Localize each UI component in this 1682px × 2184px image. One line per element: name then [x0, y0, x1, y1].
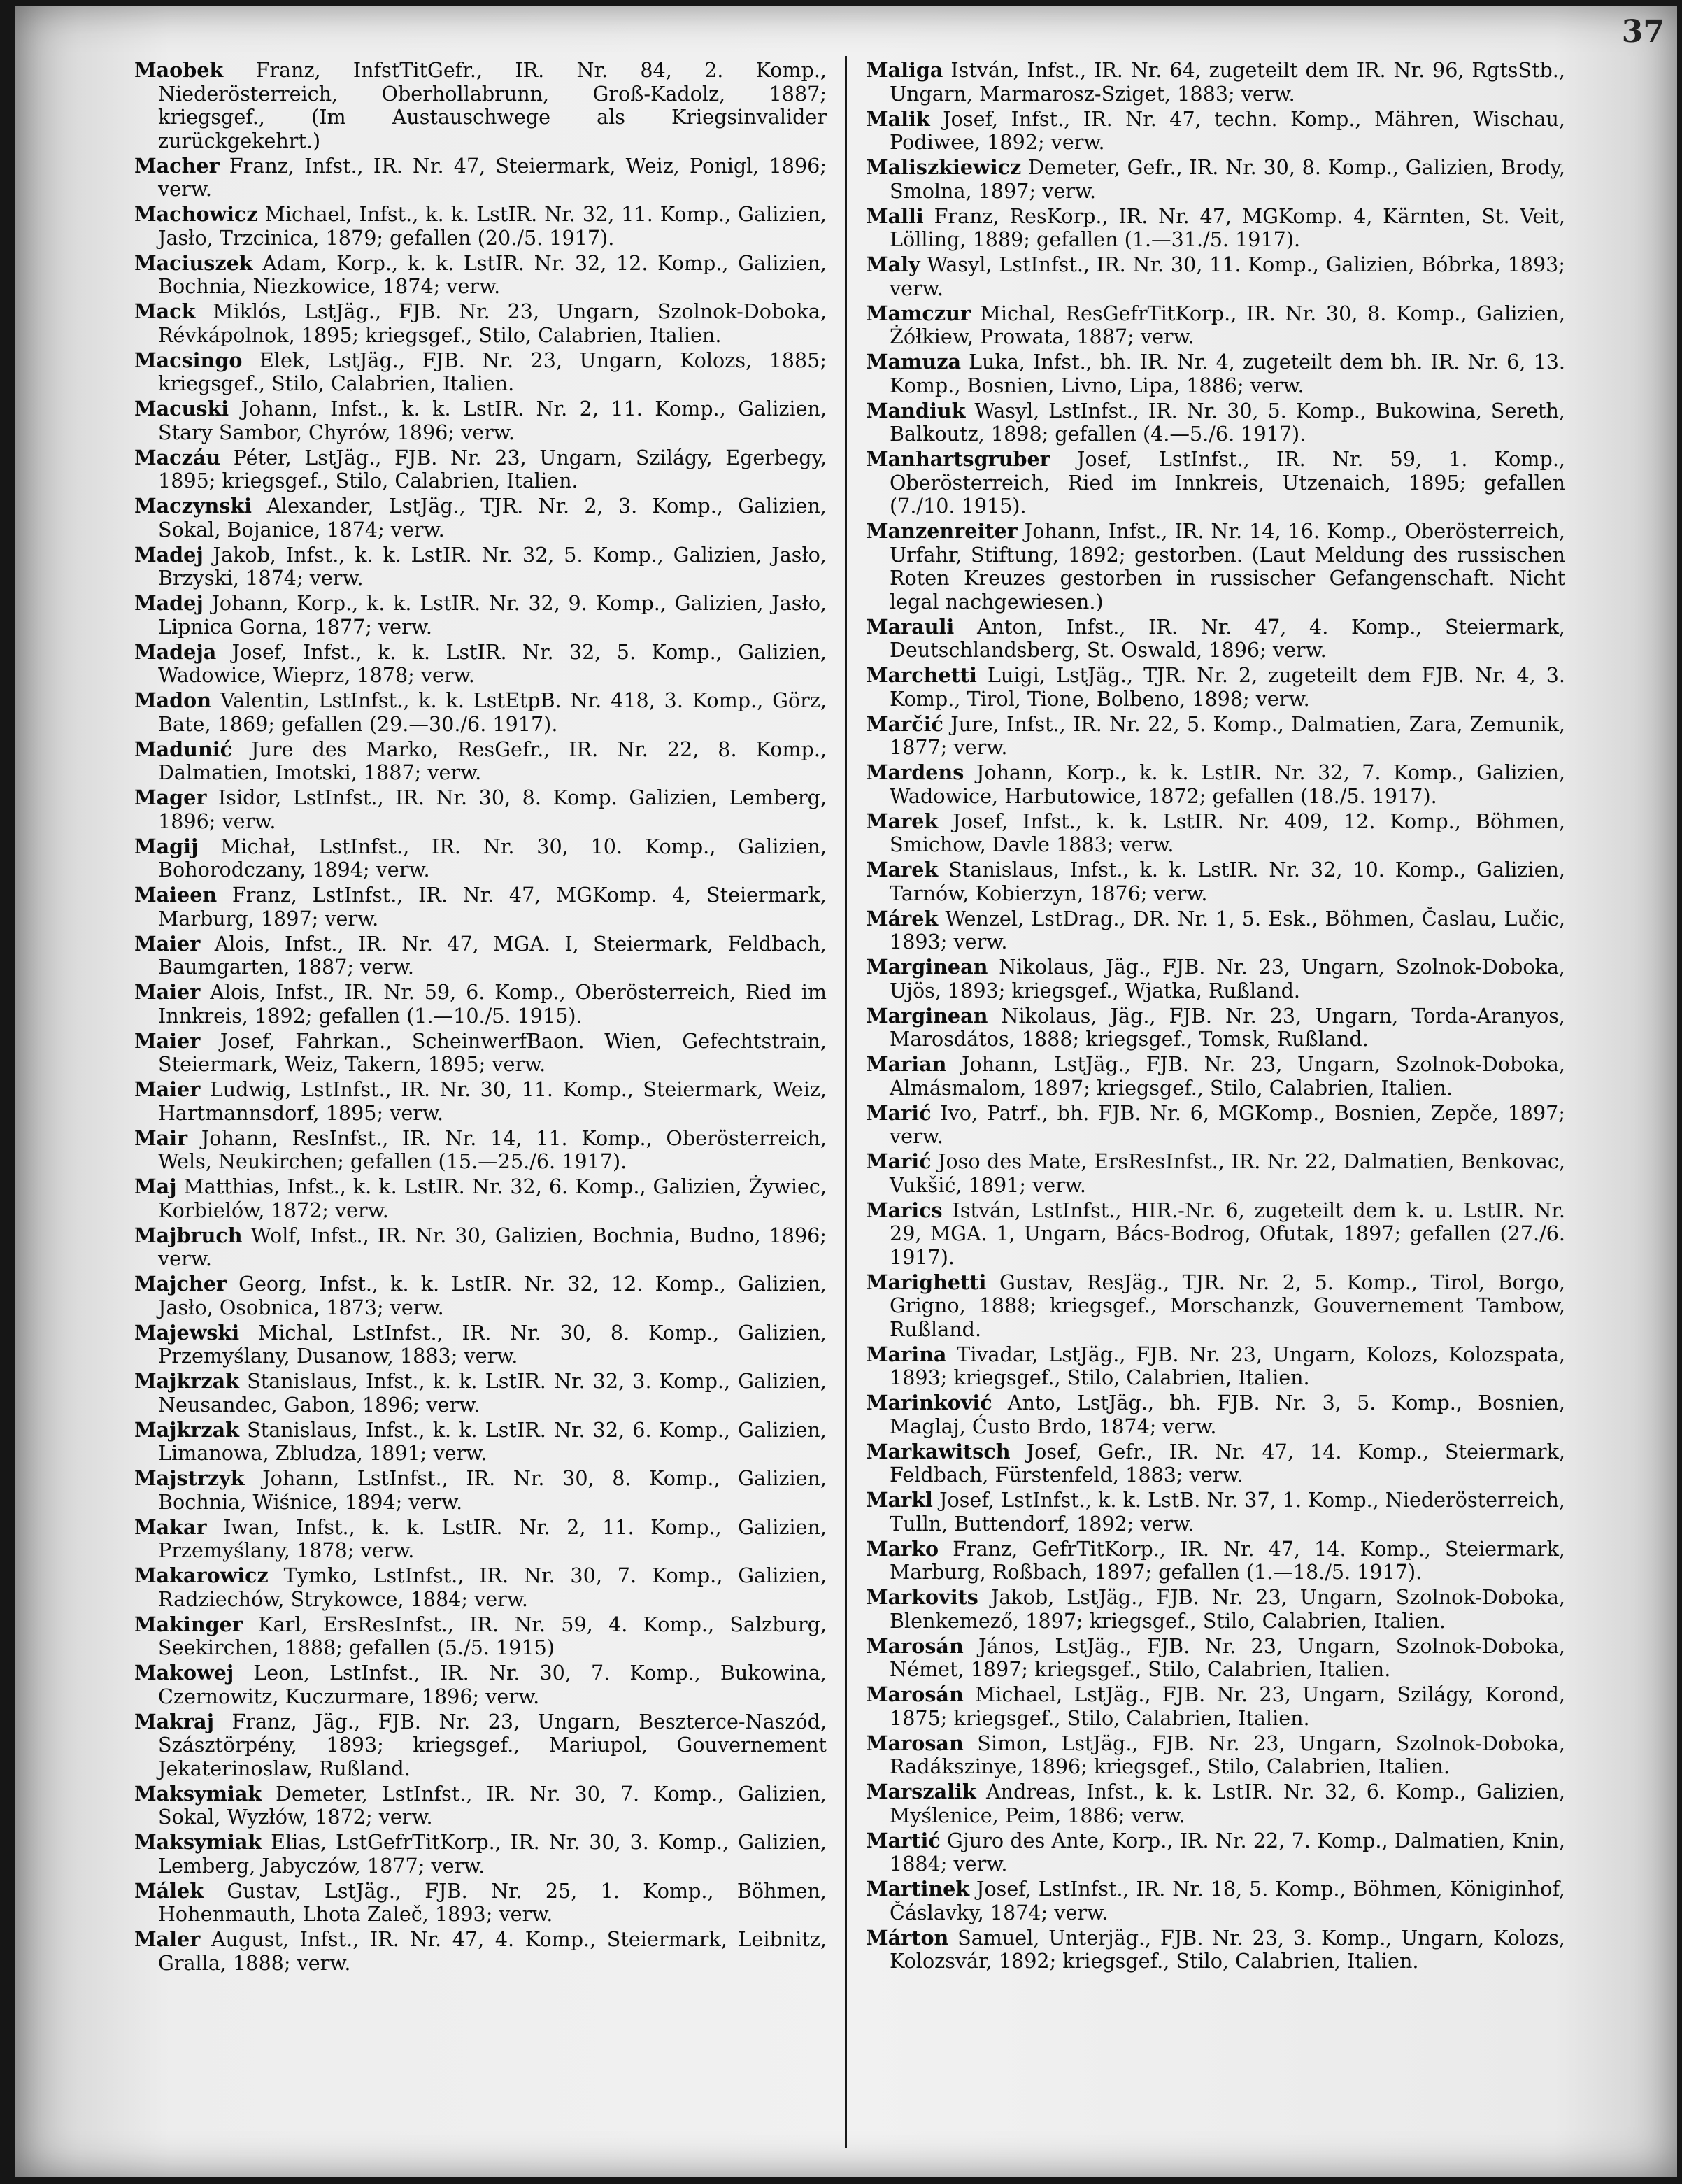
entry-details: Miklós, LstJäg., FJB. Nr. 23, Ungarn, Szolnok-Doboka, Révkápolnok, 1895; kriegsgef., Stilo, Calabrien, Italien.	[158, 299, 827, 347]
entry-details: Gustav, ResJäg., TJR. Nr. 2, 5. Komp., Tirol, Borgo, Grigno, 1888; kriegsgef., Morschanzk, Gouvernement Tambow, Rußland.	[890, 1270, 1565, 1341]
entry-surname: Madej	[134, 591, 204, 615]
register-entry	[134, 1224, 827, 1271]
register-entry	[134, 1127, 827, 1174]
entry-surname: Mamczur	[866, 301, 971, 325]
entry-details: Jure, Infst., IR. Nr. 22, 5. Komp., Dalmatien, Zara, Zemunik, 1877; verw.	[890, 711, 1565, 759]
entry-details: Josef, LstInfst., IR. Nr. 59, 1. Komp., Oberösterreich, Ried im Innkreis, Utzenaich, 1895; gefallen (7./10. 1915).	[890, 447, 1565, 518]
register-entry	[866, 253, 1565, 300]
entry-surname: Majkrzak	[134, 1369, 239, 1393]
register-entry	[134, 203, 827, 250]
register-entry	[134, 1078, 827, 1125]
entry-surname: Madeja	[134, 639, 217, 664]
entry-surname: Manhartsgruber	[866, 447, 1050, 471]
entry-details: Leon, LstInfst., IR. Nr. 30, 7. Komp., Bukowina, Czernowitz, Kuczurmare, 1896; verw.	[158, 1661, 827, 1708]
entry-details: Jure des Marko, ResGefr., IR. Nr. 22, 8. Komp., Dalmatien, Imotski, 1887; verw.	[158, 737, 827, 784]
register-entry	[866, 713, 1565, 760]
entry-details: Stanislaus, Infst., k. k. LstIR. Nr. 32, 3. Komp., Galizien, Neusandec, Gabon, 1896; verw.	[158, 1369, 827, 1417]
entry-details: Andreas, Infst., k. k. LstIR. Nr. 32, 6. Komp., Galizien, Myślenice, Peim, 1886; verw.	[890, 1780, 1565, 1827]
register-entry	[866, 1489, 1565, 1536]
column-divider	[845, 56, 847, 2148]
register-entry	[866, 956, 1565, 1002]
register-entry	[134, 252, 827, 299]
entry-surname: Maler	[134, 1927, 201, 1951]
entry-surname: Marosan	[866, 1731, 964, 1755]
entry-details: Luigi, LstJäg., TJR. Nr. 2, zugeteilt dem FJB. Nr. 4, 3. Komp., Tirol, Tione, Bolbeno, 1898; verw.	[890, 663, 1565, 711]
entry-details: Anton, Infst., IR. Nr. 47, 4. Komp., Steiermark, Deutschlandsberg, St. Oswald, 1896; verw.	[890, 614, 1565, 662]
entry-surname: Marko	[866, 1536, 939, 1561]
entry-surname: Maier	[134, 931, 201, 956]
register-entry	[866, 520, 1565, 614]
entry-surname: Madunić	[134, 737, 233, 761]
entry-details: Luka, Infst., bh. IR. Nr. 4, zugeteilt dem bh. IR. Nr. 6, 13. Komp., Bosnien, Livno, Lipa, 1886; verw.	[890, 350, 1565, 397]
entry-details: Franz, InfstTitGefr., IR. Nr. 84, 2. Komp., Niederösterreich, Oberhollabrunn, Groß-Kadolz, 1887; kriegsgef., (Im Austauschwege als Kriegsinvalider zurückgekehrt.)	[158, 59, 827, 153]
entry-surname: Maj	[134, 1175, 177, 1198]
entry-surname: Marić	[866, 1149, 932, 1173]
register-entry	[866, 1150, 1565, 1197]
entry-details: August, Infst., IR. Nr. 47, 4. Komp., Steiermark, Leibnitz, Gralla, 1888; verw.	[158, 1927, 827, 1975]
register-entry	[134, 544, 827, 590]
register-entry	[134, 981, 827, 1028]
entry-surname: Maciuszek	[134, 250, 253, 275]
entry-details: Michael, LstJäg., FJB. Nr. 23, Ungarn, Szilágy, Korond, 1875; kriegsgef., Stilo, Calabrien, Italien.	[890, 1682, 1565, 1730]
register-entry	[134, 1661, 827, 1708]
left-column	[134, 59, 827, 2150]
entry-surname: Marek	[866, 858, 939, 881]
register-entry	[134, 1419, 827, 1466]
register-entry	[134, 689, 827, 736]
register-entry	[134, 1880, 827, 1927]
entry-details: Elek, LstJäg., FJB. Nr. 23, Ungarn, Kolozs, 1885; kriegsgef., Stilo, Calabrien, Italien.	[158, 348, 827, 395]
entry-details: Jakob, Infst., k. k. LstIR. Nr. 32, 5. Komp., Galizien, Jasło, Brzyski, 1874; verw.	[158, 542, 827, 590]
entry-details: Jakob, LstJäg., FJB. Nr. 23, Ungarn, Szolnok-Doboka, Blenkemező, 1897; kriegsgef., Stilo, Calabrien, Italien.	[890, 1585, 1565, 1633]
entry-surname: Makarowicz	[134, 1563, 269, 1587]
entry-details: Johann, Infst., k. k. LstIR. Nr. 2, 11. Komp., Galizien, Stary Sambor, Chyrów, 1896; verw.	[158, 397, 827, 444]
entry-surname: Maczáu	[134, 445, 221, 469]
entry-details: Stanislaus, Infst., k. k. LstIR. Nr. 32, 10. Komp., Galizien, Tarnów, Kobierzyn, 1876; verw.	[890, 858, 1565, 905]
entry-details: Gustav, LstJäg., FJB. Nr. 25, 1. Komp., Böhmen, Hohenmauth, Lhota Zaleč, 1893; verw.	[158, 1878, 827, 1926]
register-entry	[866, 1927, 1565, 1973]
entry-details: Iwan, Infst., k. k. LstIR. Nr. 2, 11. Komp., Galizien, Przemyślany, 1878; verw.	[158, 1515, 827, 1562]
entry-surname: Málek	[134, 1878, 204, 1903]
entry-surname: Makar	[134, 1515, 207, 1539]
register-entry	[134, 155, 827, 201]
entry-surname: Manzenreiter	[866, 519, 1018, 543]
entry-surname: Magij	[134, 834, 199, 858]
entry-surname: Makinger	[134, 1612, 243, 1636]
entry-details: Alexander, LstJäg., TJR. Nr. 2, 3. Komp., Galizien, Sokal, Bojanice, 1874; verw.	[158, 494, 827, 541]
entry-surname: Markawitsch	[866, 1439, 1011, 1463]
entry-surname: Márek	[866, 906, 939, 930]
entry-details: Demeter, LstInfst., IR. Nr. 30, 7. Komp., Galizien, Sokal, Wyzłów, 1872; verw.	[158, 1781, 827, 1829]
register-entry	[866, 1199, 1565, 1270]
entry-details: Alois, Infst., IR. Nr. 47, MGA. I, Steiermark, Feldbach, Baumgarten, 1887; verw.	[158, 931, 827, 979]
entry-surname: Majcher	[134, 1272, 227, 1296]
entry-details: Johann, Korp., k. k. LstIR. Nr. 32, 9. Komp., Galizien, Jasło, Lipnica Gorna, 1877; verw.	[158, 591, 827, 639]
entry-surname: Maliszkiewicz	[866, 155, 1022, 179]
entry-surname: Majewski	[134, 1320, 240, 1345]
entry-details: Franz, Infst., IR. Nr. 47, Steiermark, Weiz, Ponigl, 1896; verw.	[158, 153, 827, 201]
entry-details: Demeter, Gefr., IR. Nr. 30, 8. Komp., Galizien, Brody, Smolna, 1897; verw.	[890, 155, 1565, 203]
entry-surname: Marić	[866, 1100, 932, 1125]
entry-surname: Madon	[134, 688, 212, 712]
entry-details: Josef, Infst., IR. Nr. 47, techn. Komp., Mähren, Wischau, Podiwee, 1892; verw.	[890, 106, 1565, 154]
entry-details: Michal, ResGefrTitKorp., IR. Nr. 30, 8. Komp., Galizien, Żółkiew, Prowata, 1887; verw.	[890, 301, 1565, 348]
entry-details: Valentin, LstInfst., k. k. LstEtpB. Nr. 418, 3. Komp., Görz, Bate, 1869; gefallen (29.—30./6. 1917).	[158, 688, 827, 736]
entry-details: Josef, Infst., k. k. LstIR. Nr. 32, 5. Komp., Galizien, Wadowice, Wieprz, 1878; verw.	[158, 639, 827, 687]
register-entry	[134, 300, 827, 347]
entry-surname: Majkrzak	[134, 1417, 239, 1442]
entry-details: Franz, Jäg., FJB. Nr. 23, Ungarn, Beszterce-Naszód, Szásztörpény, 1893; kriegsgef., Mariupol, Gouvernement Jekaterinoslaw, Rußland.	[158, 1709, 827, 1780]
entry-surname: Macuski	[134, 397, 229, 420]
register-entry	[866, 858, 1565, 905]
register-entry	[866, 1053, 1565, 1100]
entry-details: Franz, GefrTitKorp., IR. Nr. 47, 14. Komp., Steiermark, Marburg, Roßbach, 1897; gefallen (1.—18./5. 1917).	[890, 1536, 1565, 1584]
entry-surname: Mandiuk	[866, 398, 966, 423]
entry-details: Adam, Korp., k. k. LstIR. Nr. 32, 12. Komp., Galizien, Bochnia, Niezkowice, 1874; verw.	[158, 250, 827, 298]
entry-details: Péter, LstJäg., FJB. Nr. 23, Ungarn, Szilágy, Egerbegy, 1895; kriegsgef., Stilo, Calabrien, Italien.	[158, 445, 827, 492]
entry-details: Alois, Infst., IR. Nr. 59, 6. Komp., Oberösterreich, Ried im Innkreis, 1892; gefallen (1.—10./5. 1915).	[158, 980, 827, 1028]
entry-details: Ivo, Patrf., bh. FJB. Nr. 6, MGKomp., Bosnien, Zepče, 1897; verw.	[890, 1100, 1565, 1148]
register-entry	[866, 1102, 1565, 1149]
entry-details: Josef, Infst., k. k. LstIR. Nr. 409, 12. Komp., Böhmen, Smichow, Davle 1883; verw.	[890, 809, 1565, 856]
entry-surname: Maobek	[134, 59, 224, 82]
register-entry	[866, 350, 1565, 397]
register-entry	[866, 1440, 1565, 1487]
entry-surname: Maliga	[866, 59, 943, 82]
register-entry	[134, 933, 827, 979]
entry-surname: Marina	[866, 1342, 947, 1366]
entry-details: Isidor, LstInfst., IR. Nr. 30, 8. Komp. Galizien, Lemberg, 1896; verw.	[158, 786, 827, 833]
register-entry	[134, 59, 827, 153]
entry-surname: Maksymiak	[134, 1781, 262, 1806]
entry-details: Wolf, Infst., IR. Nr. 30, Galizien, Bochnia, Budno, 1896; verw.	[158, 1223, 827, 1270]
entry-details: Johann, LstInfst., IR. Nr. 30, 8. Komp., Galizien, Bochnia, Wiśnice, 1894; verw.	[158, 1466, 827, 1514]
entry-surname: Maier	[134, 980, 201, 1004]
entry-surname: Maksymiak	[134, 1830, 262, 1854]
entry-surname: Marosán	[866, 1633, 964, 1658]
entry-details: Michael, Infst., k. k. LstIR. Nr. 32, 11. Komp., Galizien, Jasło, Trzcinica, 1879; gefallen (20./5. 1917).	[158, 202, 827, 250]
register-entry	[866, 1391, 1565, 1438]
entry-surname: Marginean	[866, 1003, 988, 1028]
register-entry	[134, 1175, 827, 1222]
register-entry	[866, 907, 1565, 954]
register-entry	[866, 1829, 1565, 1876]
entry-details: Wenzel, LstDrag., DR. Nr. 1, 5. Esk., Böhmen, Časlau, Lučic, 1893; verw.	[890, 906, 1565, 953]
register-entry	[866, 1343, 1565, 1390]
register-entry	[866, 1878, 1565, 1924]
register-entry	[134, 1272, 827, 1319]
register-entry	[866, 1683, 1565, 1730]
register-entry	[134, 446, 827, 493]
register-entry	[866, 1635, 1565, 1682]
entry-details: Michał, LstInfst., IR. Nr. 30, 10. Komp., Galizien, Bohorodczany, 1894; verw.	[158, 834, 827, 881]
entry-details: Johann, LstJäg., FJB. Nr. 23, Ungarn, Szolnok-Doboka, Almásmalom, 1897; kriegsgef., Stilo, Calabrien, Italien.	[890, 1052, 1565, 1100]
register-entry	[134, 397, 827, 444]
register-entry	[866, 1005, 1565, 1051]
entry-details: Gjuro des Ante, Korp., IR. Nr. 22, 7. Komp., Dalmatien, Knin, 1884; verw.	[890, 1828, 1565, 1875]
entry-details: Nikolaus, Jäg., FJB. Nr. 23, Ungarn, Torda-Aranyos, Marosdátos, 1888; kriegsgef., Tomsk, Rußland.	[890, 1003, 1565, 1051]
entry-surname: Makowej	[134, 1661, 234, 1685]
register-entry	[134, 835, 827, 882]
entry-surname: Mair	[134, 1126, 188, 1150]
entry-surname: Maczynski	[134, 494, 252, 518]
entry-details: Wasyl, LstInfst., IR. Nr. 30, 11. Komp., Galizien, Bóbrka, 1893; verw.	[890, 253, 1565, 300]
entry-details: Wasyl, LstInfst., IR. Nr. 30, 5. Komp., Bukowina, Sereth, Balkoutz, 1898; gefallen (4.—5./6. 1917).	[890, 398, 1565, 446]
entry-surname: Mardens	[866, 760, 964, 784]
entry-details: Ludwig, LstInfst., IR. Nr. 30, 11. Komp., Steiermark, Weiz, Hartmannsdorf, 1895; verw.	[158, 1077, 827, 1125]
entry-details: Johann, Infst., IR. Nr. 14, 16. Komp., Oberösterreich, Urfahr, Stiftung, 1892; gestorben. (Laut Meldung des russischen Roten Kreuzes gestorben in russischer Gefangenschaft. Nicht legal nachgewiesen.)	[890, 519, 1565, 614]
entry-surname: Malik	[866, 106, 930, 131]
entry-surname: Marginean	[866, 955, 988, 979]
entry-surname: Marinković	[866, 1391, 992, 1414]
register-entry	[134, 884, 827, 930]
page-number: 37	[1621, 14, 1665, 50]
register-entry	[134, 495, 827, 541]
entry-details: Johann, Korp., k. k. LstIR. Nr. 32, 7. Komp., Galizien, Wadowice, Harbutowice, 1872; gefallen (18./5. 1917).	[890, 760, 1565, 808]
register-entry	[134, 592, 827, 639]
register-entry	[134, 1030, 827, 1077]
register-entry	[134, 1710, 827, 1781]
entry-surname: Martinek	[866, 1877, 970, 1901]
entry-surname: Majbruch	[134, 1223, 243, 1247]
entry-surname: Mack	[134, 299, 196, 323]
entry-details: Elias, LstGefrTitKorp., IR. Nr. 30, 3. Komp., Galizien, Lemberg, Jabyczów, 1877; verw.	[158, 1830, 827, 1878]
register-entry	[866, 616, 1565, 662]
entry-surname: Marosán	[866, 1682, 964, 1706]
register-entry	[866, 399, 1565, 446]
register-entry	[134, 641, 827, 688]
register-entry	[134, 1467, 827, 1514]
entry-details: Josef, LstInfst., k. k. LstB. Nr. 37, 1. Komp., Niederösterreich, Tulln, Buttendorf, 1892; verw.	[890, 1488, 1565, 1536]
entry-details: Nikolaus, Jäg., FJB. Nr. 23, Ungarn, Szolnok-Doboka, Ujös, 1893; kriegsgef., Wjatka, Rußland.	[890, 955, 1565, 1002]
register-entry	[134, 1928, 827, 1975]
entry-surname: Marauli	[866, 614, 955, 639]
entry-details: Tymko, LstInfst., IR. Nr. 30, 7. Komp., Galizien, Radziechów, Strykowce, 1884; verw.	[158, 1563, 827, 1611]
entry-surname: Marighetti	[866, 1270, 987, 1294]
register-entry	[134, 1564, 827, 1611]
entry-details: Josef, Gefr., IR. Nr. 47, 14. Komp., Steiermark, Feldbach, Fürstenfeld, 1883; verw.	[890, 1439, 1565, 1487]
register-entry	[134, 1782, 827, 1829]
entry-surname: Maier	[134, 1028, 201, 1053]
entry-details: Joso des Mate, ErsResInfst., IR. Nr. 22, Dalmatien, Benkovac, Vukšić, 1891; verw.	[890, 1149, 1565, 1197]
register-entry	[866, 664, 1565, 711]
entry-surname: Marics	[866, 1198, 943, 1222]
entry-details: Karl, ErsResInfst., IR. Nr. 59, 4. Komp., Salzburg, Seekirchen, 1888; gefallen (5./5. 1915)	[158, 1612, 827, 1659]
entry-surname: Márton	[866, 1925, 949, 1950]
entry-surname: Mamuza	[866, 350, 961, 374]
entry-surname: Mager	[134, 786, 207, 809]
entry-surname: Macher	[134, 153, 220, 178]
register-entry	[134, 1613, 827, 1660]
entry-surname: Marek	[866, 809, 939, 833]
entry-details: Tivadar, LstJäg., FJB. Nr. 23, Ungarn, Kolozs, Kolozspata, 1893; kriegsgef., Stilo, Calabrien, Italien.	[890, 1342, 1565, 1389]
entry-surname: Marian	[866, 1052, 947, 1076]
register-entry	[134, 1831, 827, 1878]
entry-surname: Maieen	[134, 883, 218, 907]
register-entry	[866, 302, 1565, 349]
register-entry	[866, 761, 1565, 808]
entry-surname: Marszalik	[866, 1780, 976, 1803]
register-entry	[866, 156, 1565, 203]
entry-surname: Martić	[866, 1828, 941, 1852]
register-entry	[866, 108, 1565, 155]
entry-details: Franz, ResKorp., IR. Nr. 47, MGKomp. 4, Kärnten, St. Veit, Lölling, 1889; gefallen (1.—31./5. 1917).	[890, 204, 1565, 251]
entry-details: Stanislaus, Infst., k. k. LstIR. Nr. 32, 6. Komp., Galizien, Limanowa, Zbludza, 1891; verw.	[158, 1417, 827, 1465]
entry-surname: Macsingo	[134, 348, 243, 372]
entry-details: János, LstJäg., FJB. Nr. 23, Ungarn, Szolnok-Doboka, Német, 1897; kriegsgef., Stilo, Calabrien, Italien.	[890, 1633, 1565, 1681]
entry-surname: Markovits	[866, 1585, 978, 1609]
register-entry	[866, 1538, 1565, 1584]
entry-details: Anto, LstJäg., bh. FJB. Nr. 3, 5. Komp., Bosnien, Maglaj, Ćusto Brdo, 1874; verw.	[890, 1391, 1565, 1438]
register-entry	[866, 810, 1565, 857]
register-entry	[134, 1370, 827, 1417]
entry-details: István, Infst., IR. Nr. 64, zugeteilt dem IR. Nr. 96, RgtsStb., Ungarn, Marmarosz-Sziget, 1883; verw.	[890, 59, 1565, 106]
right-column	[866, 59, 1565, 2150]
entry-details: Franz, LstInfst., IR. Nr. 47, MGKomp. 4, Steiermark, Marburg, 1897; verw.	[158, 883, 827, 930]
register-entry	[134, 349, 827, 396]
entry-surname: Maly	[866, 253, 920, 276]
entry-surname: Machowicz	[134, 202, 258, 226]
entry-surname: Majstrzyk	[134, 1466, 245, 1490]
entry-details: Samuel, Unterjäg., FJB. Nr. 23, 3. Komp., Ungarn, Kolozs, Kolozsvár, 1892; kriegsgef., Stilo, Calabrien, Italien.	[890, 1925, 1565, 1973]
register-entry	[866, 1586, 1565, 1633]
entry-surname: Marchetti	[866, 663, 977, 687]
register-entry	[134, 1516, 827, 1563]
register-entry	[134, 738, 827, 785]
register-entry	[866, 1732, 1565, 1779]
entry-surname: Marčić	[866, 711, 943, 736]
entry-details: István, LstInfst., HIR.-Nr. 6, zugeteilt dem k. u. LstIR. Nr. 29, MGA. 1, Ungarn, Bács-Bodrog, Ofutak, 1897; gefallen (27./6. 1917).	[890, 1198, 1565, 1269]
register-entry	[866, 1780, 1565, 1827]
entry-surname: Makraj	[134, 1709, 214, 1733]
entry-details: Josef, LstInfst., IR. Nr. 18, 5. Komp., Böhmen, Königinhof, Čáslavky, 1874; verw.	[890, 1877, 1565, 1924]
entry-details: Michal, LstInfst., IR. Nr. 30, 8. Komp., Galizien, Przemyślany, Dusanow, 1883; verw.	[158, 1320, 827, 1368]
register-entry	[134, 786, 827, 833]
register-entry	[866, 59, 1565, 106]
entry-surname: Maier	[134, 1077, 201, 1101]
entry-details: Simon, LstJäg., FJB. Nr. 23, Ungarn, Szolnok-Doboka, Radákszinye, 1896; kriegsgef., Stilo, Calabrien, Italien.	[890, 1731, 1565, 1778]
register-entry	[866, 448, 1565, 518]
entry-details: Josef, Fahrkan., ScheinwerfBaon. Wien, Gefechtstrain, Steiermark, Weiz, Takern, 1895; verw.	[158, 1028, 827, 1076]
entry-details: Georg, Infst., k. k. LstIR. Nr. 32, 12. Komp., Galizien, Jasło, Osobnica, 1873; verw.	[158, 1272, 827, 1319]
register-entry	[866, 205, 1565, 252]
register-entry	[866, 1271, 1565, 1342]
entry-details: Matthias, Infst., k. k. LstIR. Nr. 32, 6. Komp., Galizien, Żywiec, Korbielów, 1872; verw.	[158, 1175, 827, 1222]
entry-details: Johann, ResInfst., IR. Nr. 14, 11. Komp., Oberösterreich, Wels, Neukirchen; gefallen (15.—25./6. 1917).	[158, 1126, 827, 1173]
entry-surname: Madej	[134, 542, 204, 567]
entry-surname: Malli	[866, 204, 924, 228]
register-entry	[134, 1321, 827, 1368]
entry-surname: Markl	[866, 1488, 933, 1512]
